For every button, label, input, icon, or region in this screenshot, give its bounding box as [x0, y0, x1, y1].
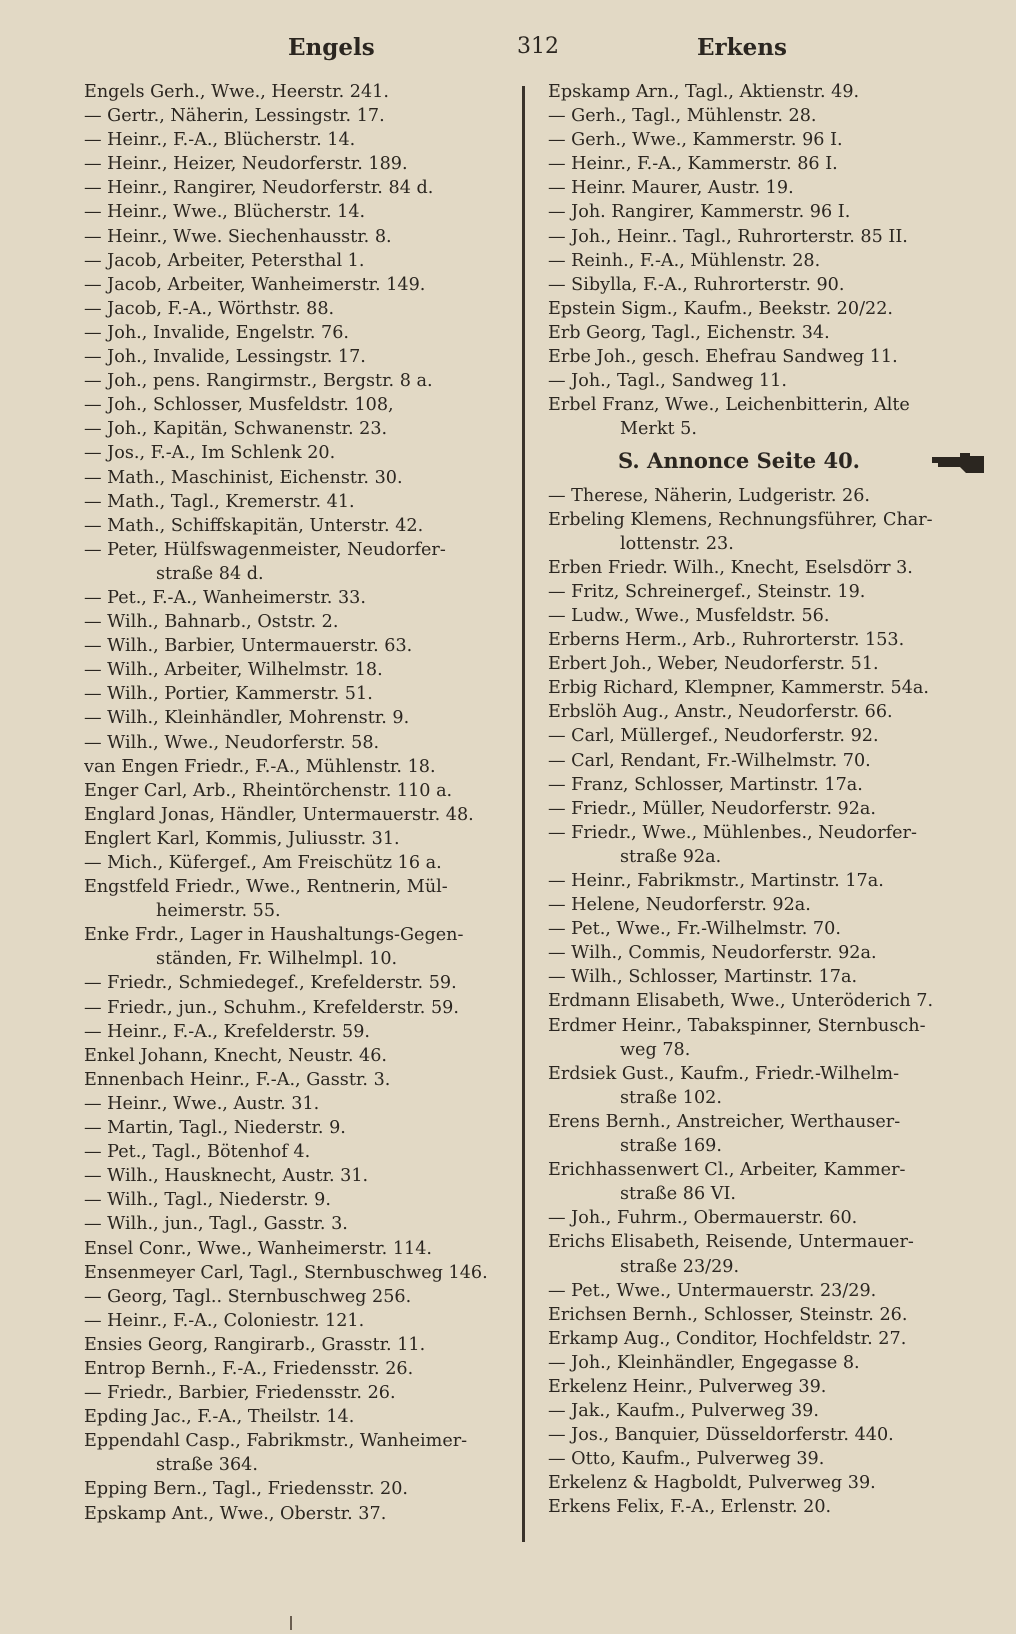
directory-entry: — Heinr., F.-A., Coloniestr. 121. [84, 1310, 365, 1331]
directory-entry: — Joh., Kapitän, Schwanenstr. 23. [84, 419, 388, 440]
directory-entry: — Pet., Wwe., Untermauerstr. 23/29. [548, 1280, 877, 1301]
directory-entry: — Peter, Hülfswagenmeister, Neudorfer- [84, 539, 446, 560]
directory-entry: — Heinr., Wwe., Austr. 31. [84, 1093, 320, 1114]
directory-entry: — Heinr. Maurer, Austr. 19. [548, 178, 794, 199]
directory-entry: — Fritz, Schreinergef., Steinstr. 19. [548, 581, 866, 602]
directory-entry: — Heinr., Heizer, Neudorferstr. 189. [84, 154, 408, 175]
directory-entry: Erberns Herm., Arb., Ruhrorterstr. 153. [548, 630, 905, 651]
directory-entry: — Joh., Invalide, Lessingstr. 17. [84, 347, 366, 368]
directory-entry: — Pet., Wwe., Fr.-Wilhelmstr. 70. [548, 919, 841, 940]
directory-entry: Epping Bern., Tagl., Friedensstr. 20. [84, 1479, 408, 1500]
directory-entry: Erkelenz Heinr., Pulverweg 39. [548, 1376, 827, 1397]
directory-entry: — Wilh., Tagl., Niederstr. 9. [84, 1190, 331, 1211]
directory-entry: — Franz, Schlosser, Martinstr. 17a. [548, 774, 863, 795]
directory-entry: heimerstr. 55. [156, 901, 281, 922]
directory-entry: — Math., Tagl., Kremerstr. 41. [84, 491, 355, 512]
directory-entry: straße 92a. [620, 846, 722, 867]
directory-entry: — Heinr., F.-A., Krefelderstr. 59. [84, 1021, 370, 1042]
directory-entry: — Joh., Kleinhändler, Engegasse 8. [548, 1352, 860, 1373]
left-column [84, 80, 510, 1526]
directory-entry: — Heinr., Fabrikmstr., Martinstr. 17a. [548, 871, 884, 891]
directory-entry: Erdsiek Gust., Kaufm., Friedr.-Wilhelm- [548, 1063, 900, 1084]
directory-entry: straße 169. [620, 1136, 722, 1157]
directory-entry: — Wilh., Hausknecht, Austr. 31. [84, 1166, 369, 1187]
directory-entry: — Sibylla, F.-A., Ruhrorterstr. 90. [548, 274, 845, 295]
directory-entry: Ensenmeyer Carl, Tagl., Sternbuschweg 146. [84, 1262, 488, 1283]
directory-entry: — Wilh., Portier, Kammerstr. 51. [84, 684, 373, 705]
directory-entry: Erichhassenwert Cl., Arbeiter, Kammer- [548, 1160, 906, 1181]
directory-entry: Enger Carl, Arb., Rheintörchenstr. 110 a. [84, 780, 453, 801]
directory-entry: — Wilh., jun., Tagl., Gasstr. 3. [84, 1214, 348, 1235]
directory-entry: Enke Frdr., Lager in Haushaltungs-Gegen- [84, 925, 464, 946]
directory-entry: Epskamp Ant., Wwe., Oberstr. 37. [84, 1503, 387, 1524]
directory-entry: Erkelenz & Hagboldt, Pulverweg 39. [548, 1473, 876, 1494]
directory-entry: — Pet., Tagl., Bötenhof 4. [84, 1142, 311, 1163]
directory-entry: — Jacob, Arbeiter, Petersthal 1. [84, 250, 365, 271]
directory-entry: — Joh., Fuhrm., Obermauerstr. 60. [548, 1208, 858, 1229]
directory-entry: — Carl, Müllergef., Neudorferstr. 92. [548, 726, 879, 747]
directory-entry: — Heinr., Wwe. Siechenhausstr. 8. [84, 226, 392, 247]
directory-entry: — Martin, Tagl., Niederstr. 9. [84, 1118, 346, 1139]
directory-entry: — Friedr., jun., Schuhm., Krefelderstr. 59. [84, 997, 459, 1018]
directory-entry: — Reinh., F.-A., Mühlenstr. 28. [548, 250, 821, 271]
directory-entry: Ensel Conr., Wwe., Wanheimerstr. 114. [84, 1238, 432, 1259]
directory-entry: Erb Georg, Tagl., Eichenstr. 34. [548, 322, 830, 343]
directory-entry: Erichs Elisabeth, Reisende, Untermauer- [548, 1232, 914, 1253]
directory-entry: Engels Gerh., Wwe., Heerstr. 241. [84, 82, 389, 102]
directory-entry: Epskamp Arn., Tagl., Aktienstr. 49. [548, 82, 860, 102]
directory-entry: Erkamp Aug., Conditor, Hochfeldstr. 27. [548, 1328, 907, 1349]
directory-entry: — Helene, Neudorferstr. 92a. [548, 895, 811, 916]
directory-entry: Erkens Felix, F.-A., Erlenstr. 20. [548, 1497, 832, 1518]
directory-entry: — Therese, Näherin, Ludgeristr. 26. [548, 485, 871, 506]
directory-entry: lottenstr. 23. [620, 533, 734, 554]
directory-entry: Epding Jac., F.-A., Theilstr. 14. [84, 1407, 355, 1428]
directory-entry: — Joh., pens. Rangirmstr., Bergstr. 8 a. [84, 371, 433, 392]
directory-entry: — Wilh., Arbeiter, Wilhelmstr. 18. [84, 660, 383, 681]
directory-entry: — Gerh., Tagl., Mühlenstr. 28. [548, 106, 817, 127]
directory-entry: — Jak., Kaufm., Pulverweg 39. [548, 1401, 819, 1422]
directory-entry: straße 86 VI. [620, 1184, 736, 1205]
directory-entry: straße 23/29. [620, 1256, 740, 1277]
directory-entry: — Ludw., Wwe., Musfeldstr. 56. [548, 605, 830, 626]
directory-entry: — Georg, Tagl.. Sternbuschweg 256. [84, 1286, 412, 1307]
directory-entry: — Joh. Rangirer, Kammerstr. 96 I. [548, 202, 851, 223]
directory-entry: — Heinr., F.-A., Kammerstr. 86 I. [548, 154, 838, 175]
directory-entry: straße 364. [156, 1455, 258, 1476]
directory-entry: — Heinr., F.-A., Blücherstr. 14. [84, 130, 356, 151]
directory-entry: straße 84 d. [156, 563, 264, 584]
directory-entry: Erbslöh Aug., Anstr., Neudorferstr. 66. [548, 702, 893, 723]
directory-entry: — Jos., Banquier, Düsseldorferstr. 440. [548, 1425, 894, 1446]
directory-entry: Erbe Joh., gesch. Ehefrau Sandweg 11. [548, 347, 898, 368]
directory-entry: — Wilh., Wwe., Neudorferstr. 58. [84, 732, 380, 753]
directory-entry: — Joh., Schlosser, Musfeldstr. 108, [84, 395, 394, 416]
directory-entry: Erdmer Heinr., Tabakspinner, Sternbusch- [548, 1015, 926, 1036]
directory-entry: — Friedr., Barbier, Friedensstr. 26. [84, 1383, 396, 1404]
directory-entry: weg 78. [620, 1039, 691, 1060]
directory-entry: — Gertr., Näherin, Lessingstr. 17. [84, 106, 385, 127]
directory-entry: Englert Karl, Kommis, Juliusstr. 31. [84, 828, 400, 849]
directory-entry: — Wilh., Kleinhändler, Mohrenstr. 9. [84, 708, 410, 729]
directory-entry: Ensies Georg, Rangirarb., Grasstr. 11. [84, 1334, 426, 1355]
directory-entry: — Jacob, Arbeiter, Wanheimerstr. 149. [84, 274, 426, 295]
directory-entry: — Math., Schiffskapitän, Unterstr. 42. [84, 515, 424, 536]
directory-entry: — Friedr., Schmiedegef., Krefelderstr. 59. [84, 973, 457, 994]
directory-entry: — Friedr., Müller, Neudorferstr. 92a. [548, 798, 876, 819]
directory-entry: Englard Jonas, Händler, Untermauerstr. 48. [84, 804, 474, 825]
directory-entry: Engstfeld Friedr., Wwe., Rentnerin, Mül- [84, 877, 448, 898]
directory-entry: Erbig Richard, Klempner, Kammerstr. 54a. [548, 678, 929, 699]
directory-entry: ständen, Fr. Wilhelmpl. 10. [156, 949, 398, 970]
directory-entry: — Friedr., Wwe., Mühlenbes., Neudorfer- [548, 822, 917, 843]
directory-entry: — Joh., Heinr.. Tagl., Ruhrorterstr. 85 II. [548, 226, 908, 247]
page-number: 312 [517, 34, 559, 59]
directory-entry: — Wilh., Schlosser, Martinstr. 17a. [548, 967, 858, 988]
pointing-hand-icon [930, 447, 986, 477]
directory-entry: van Engen Friedr., F.-A., Mühlenstr. 18. [84, 756, 436, 777]
directory-entry: — Heinr., Wwe., Blücherstr. 14. [84, 202, 366, 223]
directory-entry: Erbert Joh., Weber, Neudorferstr. 51. [548, 654, 879, 675]
annonce-heading [548, 449, 986, 473]
directory-entry: — Jos., F.-A., Im Schlenk 20. [84, 443, 336, 464]
directory-entry: Ennenbach Heinr., F.-A., Gasstr. 3. [84, 1069, 391, 1090]
directory-entry: — Jacob, F.-A., Wörthstr. 88. [84, 298, 335, 319]
directory-entry: — Wilh., Bahnarb., Oststr. 2. [84, 612, 339, 633]
directory-entry: — Wilh., Commis, Neudorferstr. 92a. [548, 943, 877, 964]
directory-entry: — Joh., Invalide, Engelstr. 76. [84, 322, 349, 343]
directory-entry: Erbel Franz, Wwe., Leichenbitterin, Alte [548, 395, 910, 416]
header-left-keyword: Engels [288, 34, 375, 61]
directory-entry: Erben Friedr. Wilh., Knecht, Eselsdörr 3. [548, 557, 913, 578]
directory-entry: Enkel Johann, Knecht, Neustr. 46. [84, 1045, 387, 1066]
right-column [548, 80, 986, 1520]
directory-entry: — Joh., Tagl., Sandweg 11. [548, 371, 787, 392]
directory-entry: — Wilh., Barbier, Untermauerstr. 63. [84, 636, 413, 657]
column-divider [522, 86, 525, 1542]
directory-entry: — Math., Maschinist, Eichenstr. 30. [84, 467, 403, 488]
directory-entry: — Heinr., Rangirer, Neudorferstr. 84 d. [84, 178, 434, 199]
directory-entry: Entrop Bernh., F.-A., Friedensstr. 26. [84, 1358, 414, 1379]
directory-entry: — Otto, Kaufm., Pulverweg 39. [548, 1449, 825, 1470]
directory-entry: Epstein Sigm., Kaufm., Beekstr. 20/22. [548, 298, 893, 319]
directory-entry: Eppendahl Casp., Fabrikmstr., Wanheimer- [84, 1431, 468, 1452]
directory-entry: — Pet., F.-A., Wanheimerstr. 33. [84, 587, 366, 608]
page-header [0, 34, 1016, 70]
directory-entry: Erens Bernh., Anstreicher, Werthauser- [548, 1111, 901, 1132]
directory-entry: Merkt 5. [620, 419, 697, 440]
directory-entry: Erichsen Bernh., Schlosser, Steinstr. 26. [548, 1304, 908, 1325]
directory-entry: — Mich., Küfergef., Am Freischütz 16 a. [84, 853, 442, 873]
directory-entry: Erbeling Klemens, Rechnungsführer, Char- [548, 509, 933, 530]
directory-entry: Erdmann Elisabeth, Wwe., Unteröderich 7. [548, 991, 934, 1012]
annonce-text: S. Annonce Seite 40. [617, 448, 860, 474]
page-mark [290, 1616, 292, 1630]
directory-entry: straße 102. [620, 1087, 722, 1108]
header-right-keyword: Erkens [697, 34, 787, 61]
directory-entry: — Gerh., Wwe., Kammerstr. 96 I. [548, 130, 843, 151]
directory-entry: — Carl, Rendant, Fr.-Wilhelmstr. 70. [548, 750, 871, 771]
